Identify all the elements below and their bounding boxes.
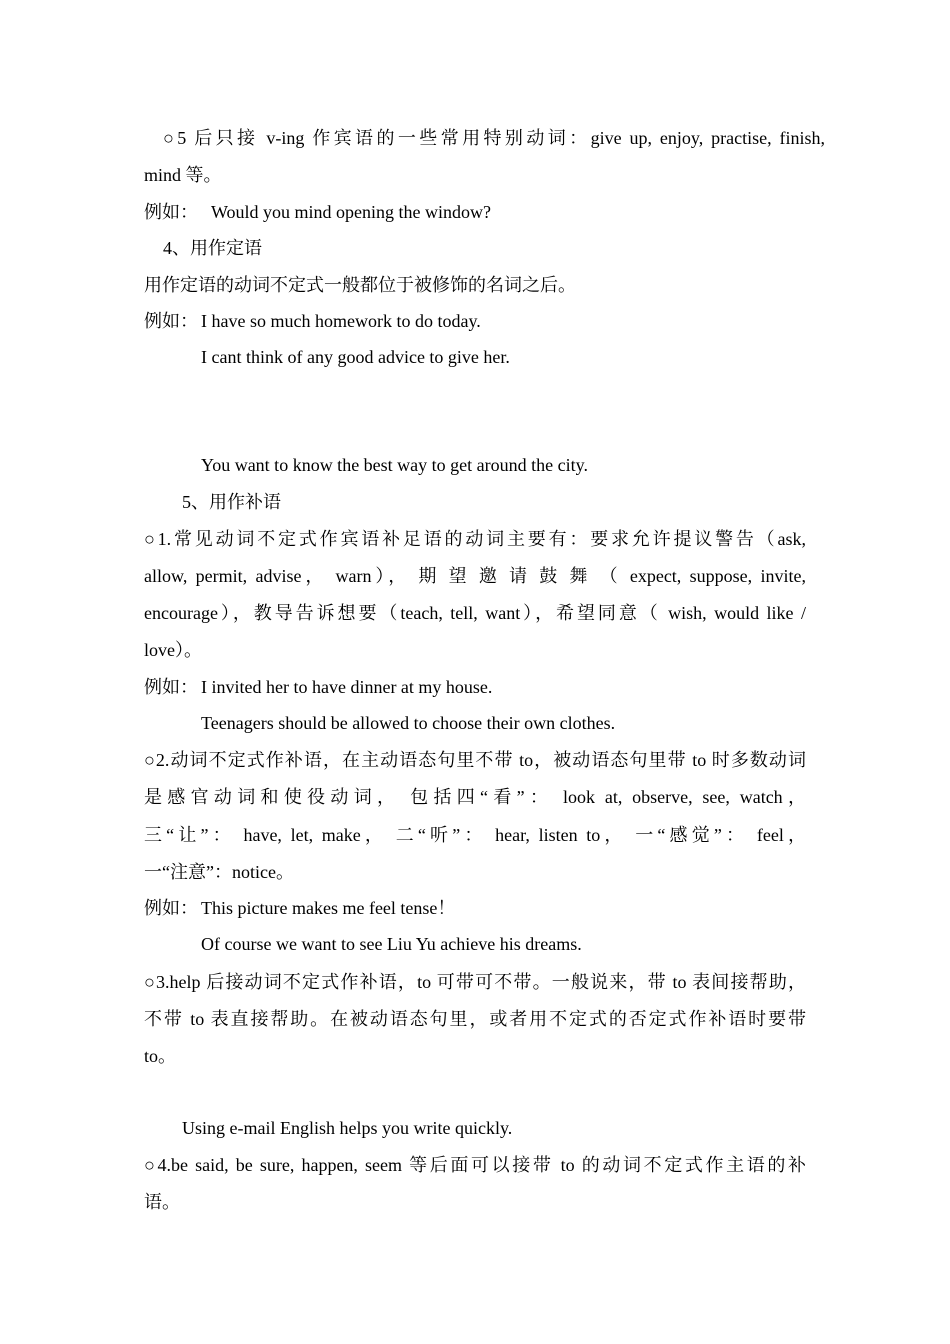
text-line-11: allow, permit, advise， warn）， 期 望 邀 请 鼓 舞 （ expect, suppose, invite, bbox=[144, 566, 806, 586]
text-line-23: 不带 to 表直接帮助。在被动语态句里，或者用不定式的否定式作补语时要带 bbox=[144, 1009, 806, 1029]
section-heading: 4、用作定语 bbox=[163, 238, 262, 258]
text-line-2: mind 等。 bbox=[144, 165, 222, 185]
text-line-12: encourage），教导告诉想要（teach, tell, want），希望同意（ wish, would like / bbox=[144, 603, 806, 623]
example-label: 例如： bbox=[144, 311, 198, 331]
section-heading: 5、用作补语 bbox=[182, 492, 281, 512]
example-text: I cant think of any good advice to give her. bbox=[201, 347, 510, 367]
text-line-19: 一“注意”：notice。 bbox=[144, 862, 294, 882]
text-line-17: 是感官动词和使役动词， 包括四“看”： look at, observe, see, watch， bbox=[144, 787, 806, 807]
text-line-22: ○3.help 后接动词不定式作补语，to 可带可不带。一般说来，带 to 表间接帮助， bbox=[144, 972, 806, 992]
example-text: I have so much homework to do today. bbox=[201, 311, 481, 331]
text-line-26: ○4.be said, be sure, happen, seem 等后面可以接带 to 的动词不定式作主语的补 bbox=[144, 1155, 806, 1175]
text-line-1: ○5 后只接 v-ing 作宾语的一些常用特别动词：give up, enjoy, practise, finish, bbox=[163, 128, 825, 148]
text-line-5: 用作定语的动词不定式一般都位于被修饰的名词之后。 bbox=[144, 275, 576, 295]
example-text: Would you mind opening the window? bbox=[211, 202, 492, 222]
example-text: Using e-mail English helps you write quickly. bbox=[182, 1118, 513, 1138]
example-label: 例如： bbox=[144, 677, 198, 697]
example-text: I invited her to have dinner at my house. bbox=[201, 677, 493, 697]
example-label: 例如： bbox=[144, 202, 198, 222]
example-text: You want to know the best way to get around the city. bbox=[201, 455, 588, 475]
text-line-18: 三“让”： have, let, make， 二“听”： hear, listen to， 一“感觉”： feel， bbox=[144, 825, 806, 845]
text-line-13: love）。 bbox=[144, 640, 202, 660]
example-text: Of course we want to see Liu Yu achieve his dreams. bbox=[201, 934, 582, 954]
example-label: 例如： bbox=[144, 898, 198, 918]
text-line-24: to。 bbox=[144, 1046, 177, 1066]
text-line-16: ○2.动词不定式作补语，在主动语态句里不带 to，被动语态句里带 to 时多数动词 bbox=[144, 750, 806, 770]
text-line-10: ○1.常见动词不定式作宾语补足语的动词主要有：要求允许提议警告（ask, bbox=[144, 529, 806, 549]
example-text: Teenagers should be allowed to choose their own clothes. bbox=[201, 713, 616, 733]
text-line-27: 语。 bbox=[144, 1192, 180, 1212]
example-text: This picture makes me feel tense！ bbox=[201, 898, 456, 918]
